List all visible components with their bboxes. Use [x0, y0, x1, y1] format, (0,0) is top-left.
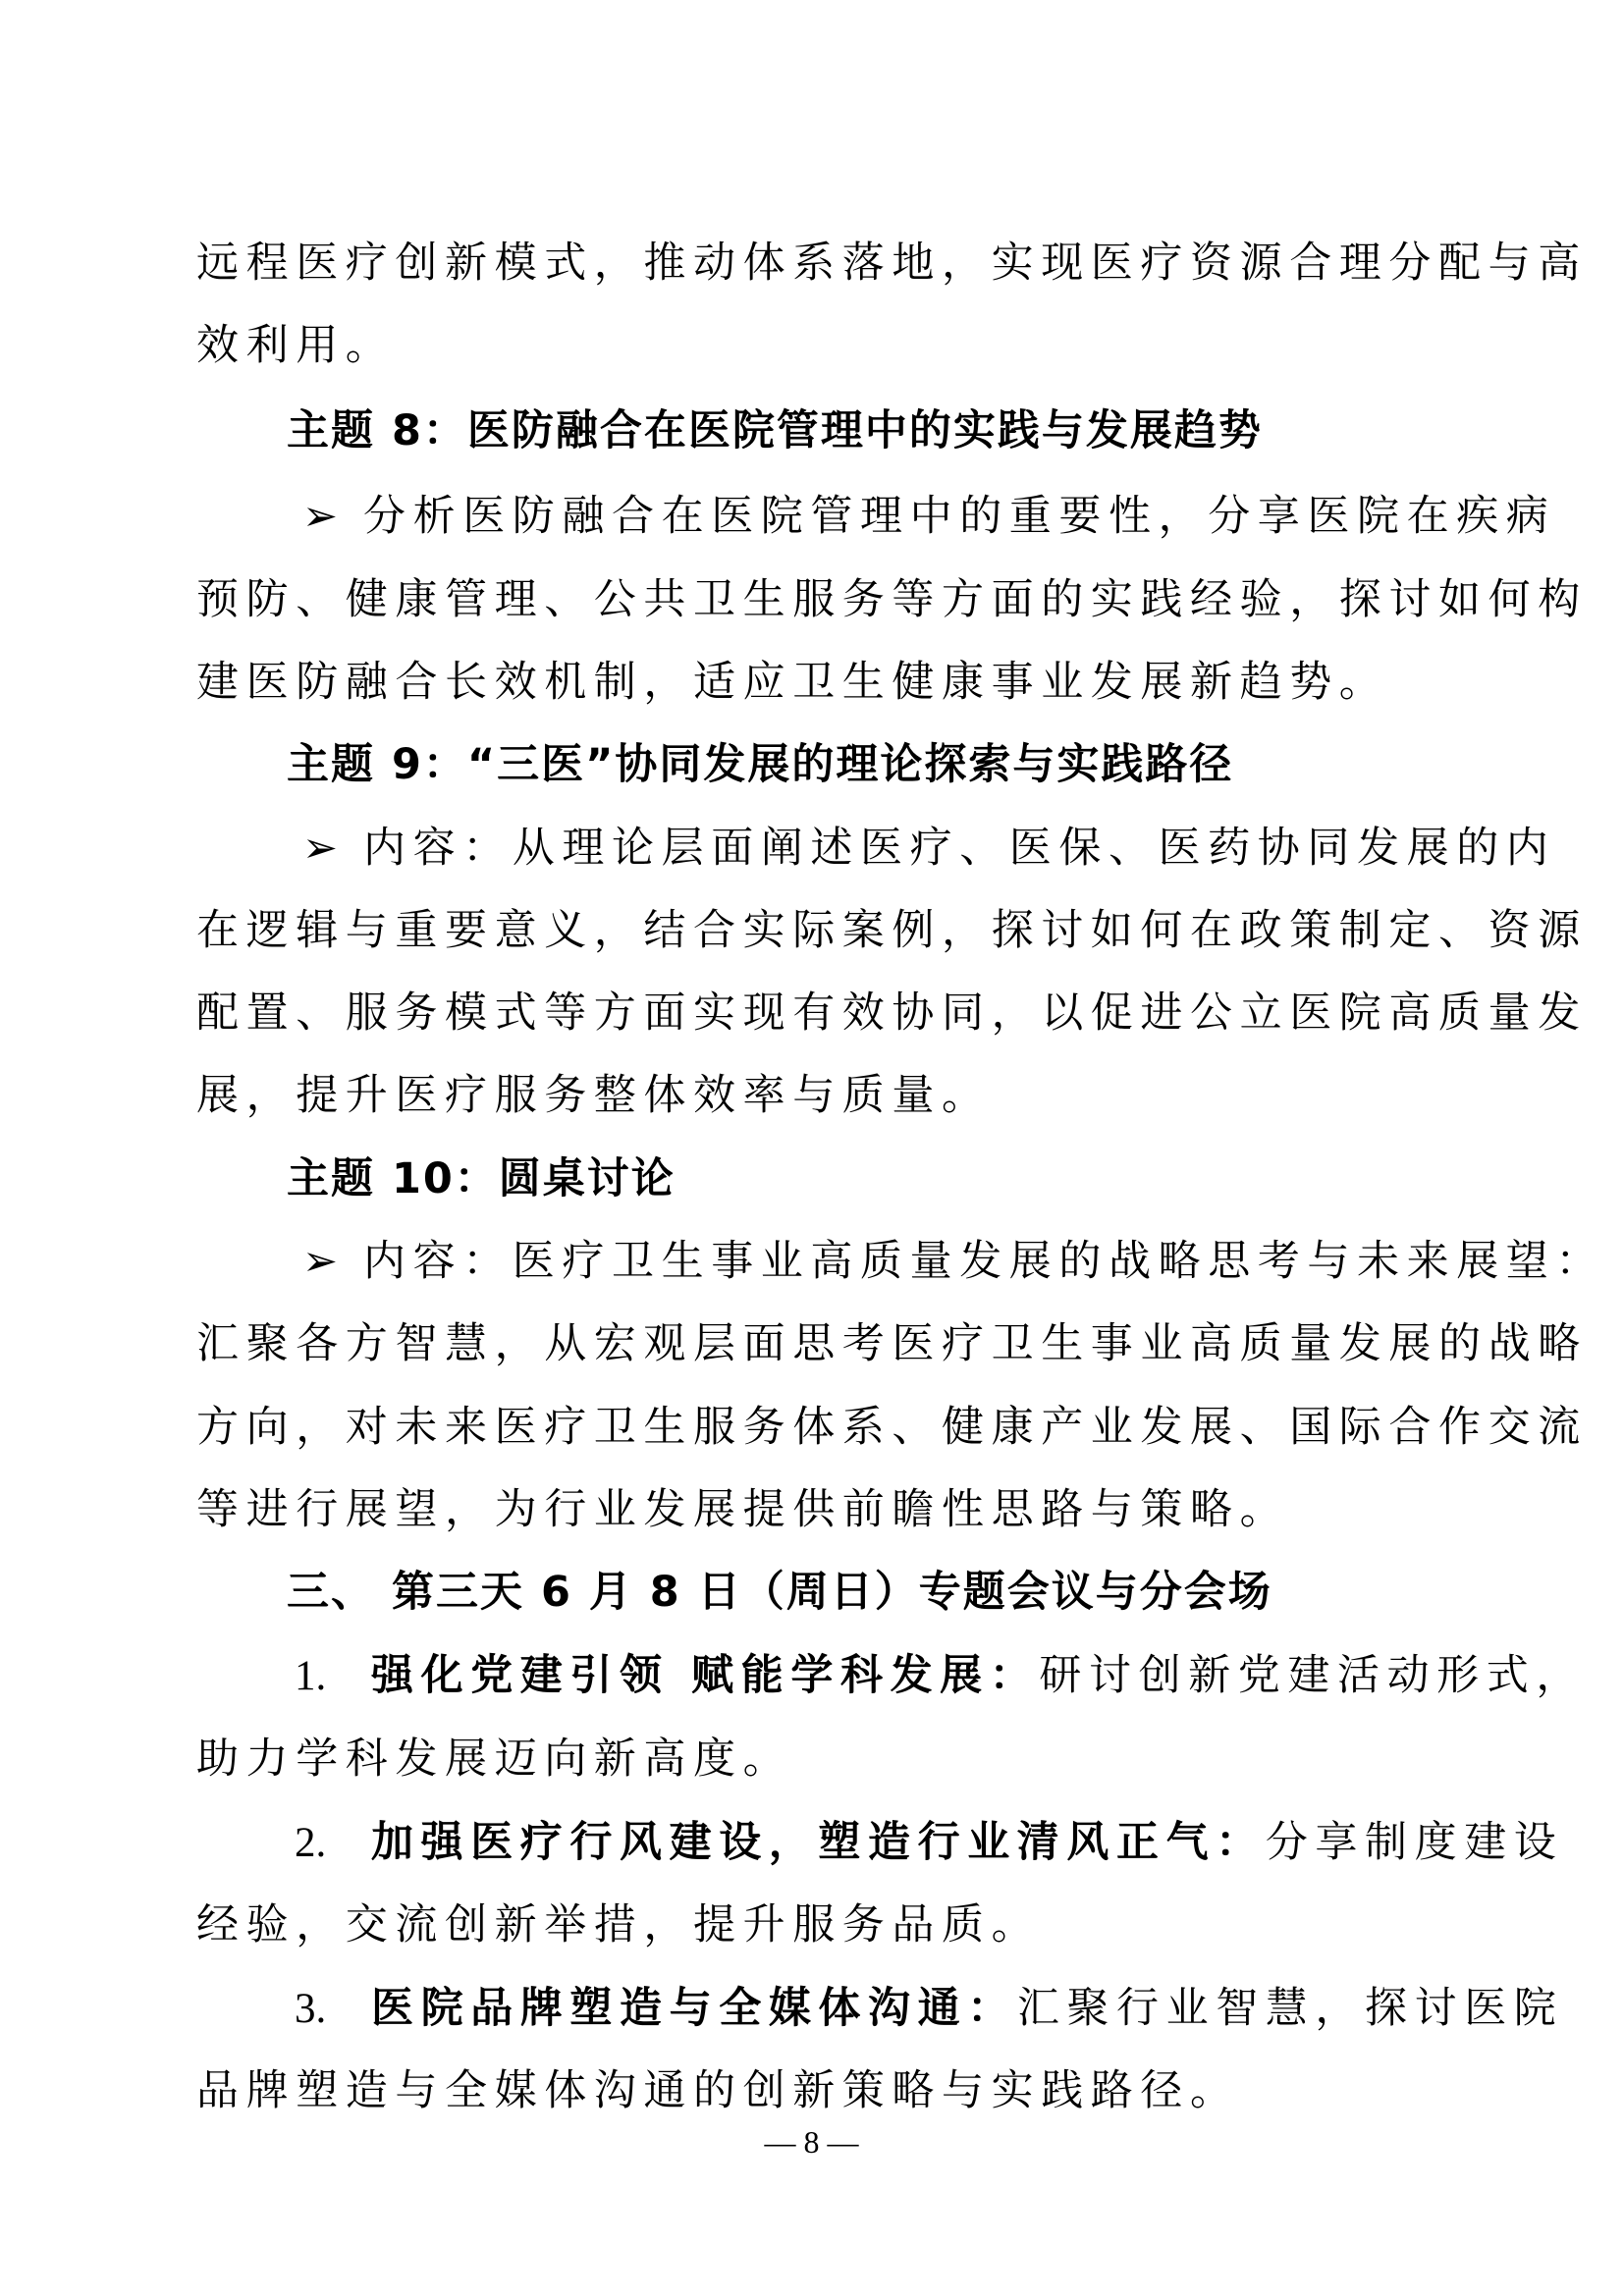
- bullet-text: 内容：从理论层面阐述医疗、医保、医药协同发展的内: [363, 824, 1556, 873]
- item-text: 研讨创新党建活动形式，: [1039, 1651, 1586, 1700]
- bullet-arrow-icon: ➢: [302, 1237, 339, 1286]
- topic-8-bullet-line: [302, 487, 1555, 546]
- paragraph-line: 在逻辑与重要意义，结合实际案例，探讨如何在政策制定、资源: [196, 906, 1588, 955]
- item-title: 医院品牌塑造与全媒体沟通：: [371, 1984, 1017, 2033]
- paragraph-line: 远程医疗创新模式，推动体系落地，实现医疗资源合理分配与高: [196, 239, 1588, 288]
- item-title: 强化党建引领 赋能学科发展：: [371, 1651, 1040, 1700]
- item-text: 分享制度建设: [1265, 1818, 1564, 1867]
- paragraph-line: 汇聚各方智慧，从宏观层面思考医疗卫生事业高质量发展的战略: [196, 1319, 1588, 1368]
- item-text: 汇聚行业智慧，探讨医院: [1016, 1984, 1564, 2033]
- item-number: 3.: [295, 1986, 327, 2032]
- item-number: 1.: [295, 1653, 327, 1699]
- paragraph-line: 品牌塑造与全媒体沟通的创新策略与实践路径。: [196, 2066, 1240, 2115]
- paragraph-line: 建医防融合长效机制，适应卫生健康事业发展新趋势。: [196, 658, 1389, 707]
- bullet-arrow-icon: ➢: [302, 824, 339, 873]
- paragraph-line: 等进行展望，为行业发展提供前瞻性思路与策略。: [196, 1485, 1290, 1534]
- topic-8-heading: 主题 8：医防融合在医院管理中的实践与发展趋势: [287, 406, 1263, 455]
- bullet-arrow-icon: ➢: [302, 492, 339, 541]
- paragraph-line: 效利用。: [196, 321, 396, 370]
- bullet-text: 内容：医疗卫生事业高质量发展的战略思考与未来展望：: [363, 1237, 1605, 1286]
- bullet-text: 分析医防融合在医院管理中的重要性，分享医院在疾病: [363, 492, 1556, 541]
- paragraph-line: 经验，交流创新举措，提升服务品质。: [196, 1900, 1042, 1949]
- page-number: — 8 —: [764, 2124, 859, 2160]
- item-1-line: [295, 1646, 1586, 1705]
- item-number: 2.: [295, 1820, 327, 1866]
- topic-10-bullet-line: [302, 1232, 1605, 1291]
- item-title: 加强医疗行风建设，塑造行业清风正气：: [371, 1818, 1266, 1867]
- paragraph-line: 预防、健康管理、公共卫生服务等方面的实践经验，探讨如何构: [196, 575, 1588, 624]
- topic-10-heading: 主题 10：圆桌讨论: [287, 1154, 676, 1203]
- topic-9-bullet-line: [302, 819, 1555, 878]
- paragraph-line: 展，提升医疗服务整体效率与质量。: [196, 1071, 992, 1120]
- item-2-line: [295, 1813, 1563, 1872]
- topic-9-heading: 主题 9：“三医”协同发展的理论探索与实践路径: [287, 740, 1234, 789]
- paragraph-line: 助力学科发展迈向新高度。: [196, 1735, 793, 1784]
- paragraph-line: 配置、服务模式等方面实现有效协同，以促进公立医院高质量发: [196, 988, 1588, 1038]
- paragraph-line: 方向，对未来医疗卫生服务体系、健康产业发展、国际合作交流: [196, 1403, 1588, 1452]
- item-3-line: [295, 1979, 1563, 2038]
- section-3-heading: 三、 第三天 6 月 8 日（周日）专题会议与分会场: [287, 1568, 1272, 1617]
